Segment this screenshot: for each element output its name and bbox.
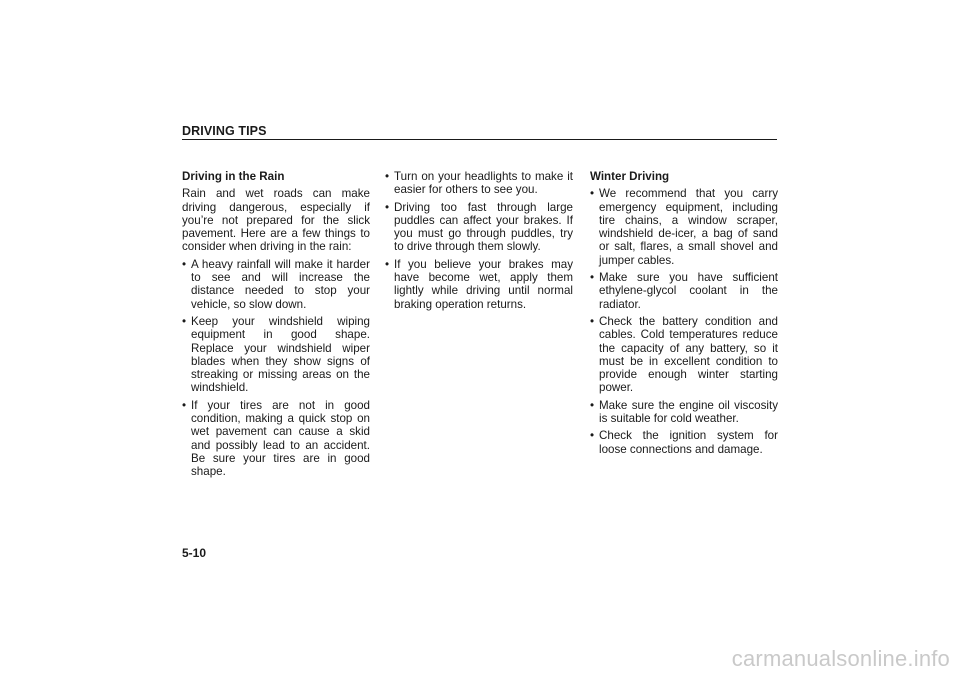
bullet-dot: • — [385, 257, 390, 271]
bullet-dot: • — [182, 314, 187, 328]
bullet-dot: • — [590, 187, 595, 201]
bullet-item — [590, 429, 778, 456]
bullet-item — [385, 201, 573, 254]
column-winter — [590, 170, 778, 460]
site-watermark: carmanualsonline.info — [731, 646, 950, 671]
bullet-text: Turn on your headlights to make it easier for others to see you. — [394, 170, 573, 197]
bullet-item — [385, 170, 573, 197]
bullet-dot: • — [590, 271, 595, 285]
bullet-text: Make sure the engine oil viscosity is suitable for cold weather. — [599, 398, 778, 426]
bullet-text: A heavy rainfall will make it harder to see and will increase the distance needed to stop your vehicle, so slow down. — [191, 257, 370, 311]
bullet-item — [590, 399, 778, 426]
bullet-item — [182, 258, 370, 311]
rain-intro-paragraph: Rain and wet roads can make driving dangerous, especially if you’re not prepared for the slick pavement. Here are a few things to consider when driving in the rain: — [182, 187, 370, 254]
bullet-item — [590, 271, 778, 311]
heading-winter-driving: Winter Driving — [590, 170, 670, 183]
bullet-item — [590, 187, 778, 267]
column-rain-continued — [385, 170, 573, 315]
bullet-text: If you believe your brakes may have become wet, apply them lightly while driving until normal braking operation returns. — [394, 257, 573, 311]
bullet-item — [182, 399, 370, 479]
bullet-dot: • — [385, 170, 390, 183]
bullet-item — [182, 315, 370, 395]
bullet-dot: • — [385, 200, 390, 214]
header-rule — [182, 139, 777, 140]
bullet-item — [385, 258, 573, 311]
rain-bullet-list-continued — [385, 170, 573, 311]
bullet-text: Keep your windshield wiping equipment in good shape. Replace your windshield wiper blades when they show signs of streaking or missing areas on the windshield. — [191, 314, 370, 395]
section-header: DRIVING TIPS — [182, 124, 267, 138]
winter-bullet-list — [590, 187, 778, 456]
bullet-text: Make sure you have sufficient ethylene-glycol coolant in the radiator. — [599, 271, 778, 311]
bullet-dot: • — [590, 314, 595, 328]
bullet-dot: • — [182, 257, 187, 271]
bullet-text: If your tires are not in good condition, making a quick stop on wet pavement can cause a skid and possibly lead to an accident. Be sure your tires are in good shape. — [191, 398, 370, 479]
bullet-item — [590, 315, 778, 395]
heading-driving-in-rain: Driving in the Rain — [182, 170, 285, 183]
page-number: 5-10 — [182, 546, 207, 560]
bullet-dot: • — [590, 398, 595, 412]
column-rain — [182, 170, 370, 483]
rain-bullet-list — [182, 258, 370, 479]
bullet-text: We recommend that you carry emergency equipment, including tire chains, a window scraper, windshield de-icer, a bag of sand or salt, flares, a small shovel and jumper cables. — [599, 187, 778, 267]
bullet-text: Check the battery condition and cables. Cold temperatures reduce the capacity of any battery, so it must be in excellent condition to provide enough winter starting power. — [599, 314, 778, 395]
bullet-dot: • — [590, 429, 595, 443]
bullet-text: Driving too fast through large puddles can affect your brakes. If you must go through puddles, try to drive through them slowly. — [394, 200, 573, 254]
bullet-dot: • — [182, 398, 187, 412]
bullet-text: Check the ignition system for loose connections and damage. — [599, 429, 778, 456]
